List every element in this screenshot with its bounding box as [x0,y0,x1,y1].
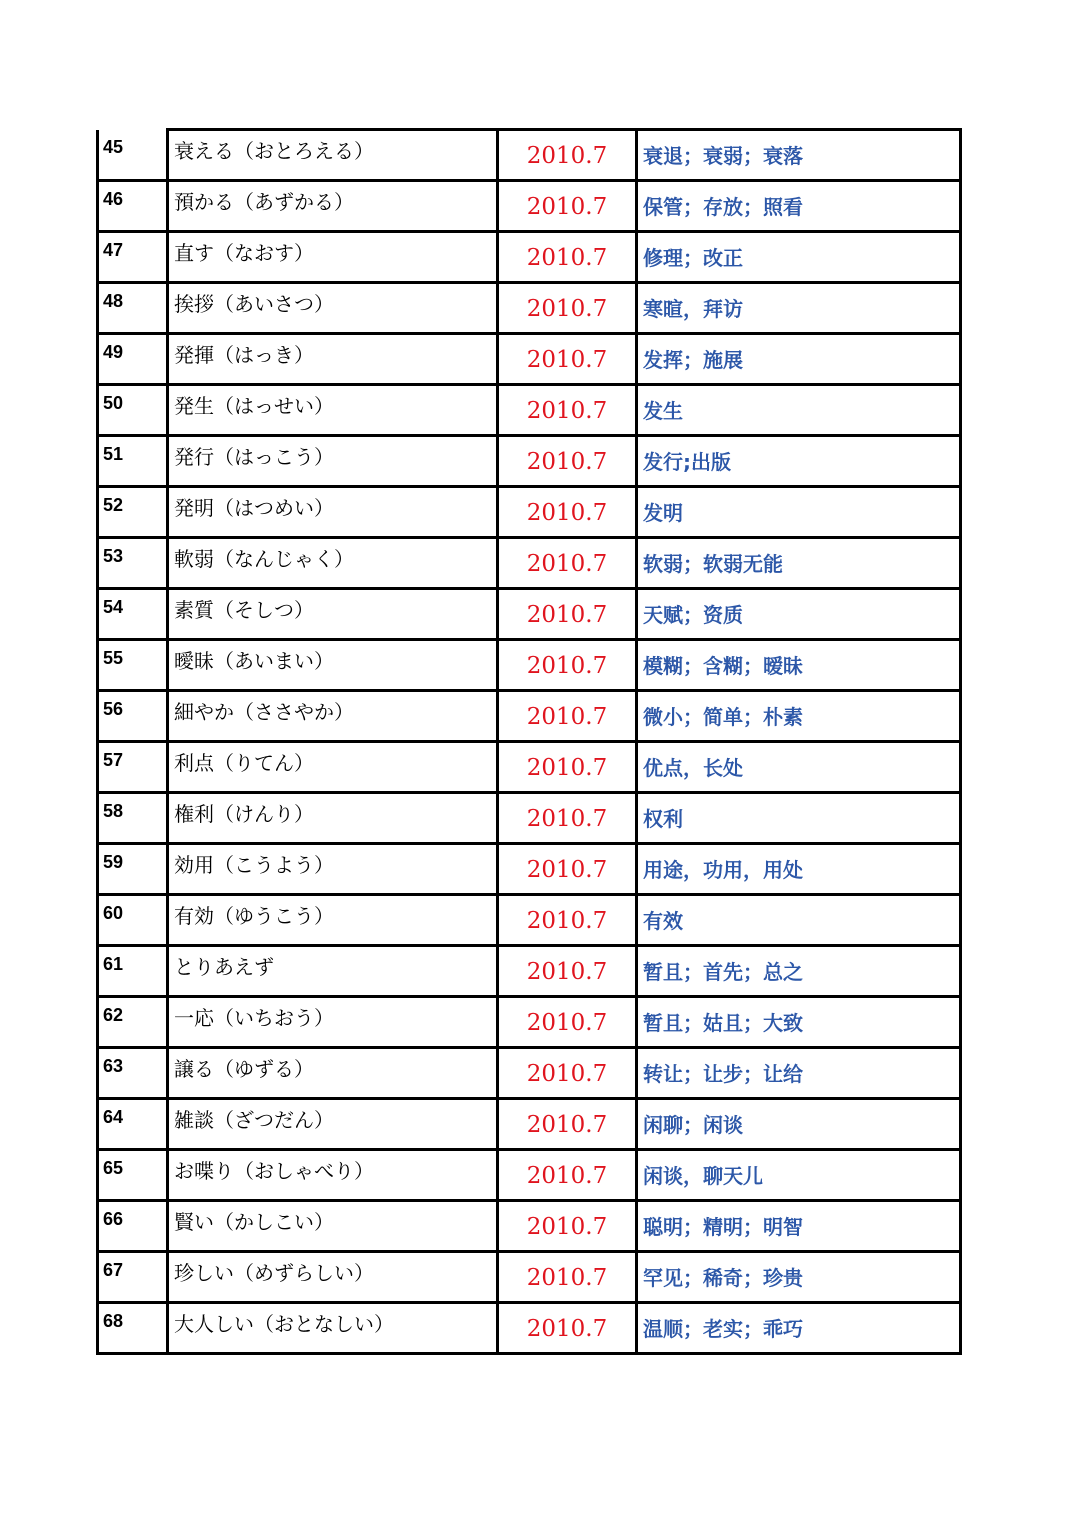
date-cell: 2010.7 [498,742,637,793]
japanese-word: 利点（りてん） [168,742,498,793]
date-cell: 2010.7 [498,1303,637,1354]
row-number: 50 [98,385,168,436]
date-cell: 2010.7 [498,844,637,895]
chinese-meaning: 罕见；稀奇；珍贵 [637,1252,961,1303]
row-number: 55 [98,640,168,691]
row-number: 59 [98,844,168,895]
japanese-word: 発行（はっこう） [168,436,498,487]
row-number: 58 [98,793,168,844]
chinese-meaning: 修理；改正 [637,232,961,283]
row-number: 56 [98,691,168,742]
date-cell: 2010.7 [498,283,637,334]
japanese-word: 発揮（はっき） [168,334,498,385]
japanese-word: 効用（こうよう） [168,844,498,895]
chinese-meaning: 发行;出版 [637,436,961,487]
table-row [98,538,961,589]
chinese-meaning: 寒暄，拜访 [637,283,961,334]
table-row [98,1048,961,1099]
row-number: 67 [98,1252,168,1303]
japanese-word: とりあえず [168,946,498,997]
japanese-word: 発明（はつめい） [168,487,498,538]
japanese-word: 権利（けんり） [168,793,498,844]
row-number: 65 [98,1150,168,1201]
table-row [98,691,961,742]
japanese-word: 曖昧（あいまい） [168,640,498,691]
table-row [98,997,961,1048]
date-cell: 2010.7 [498,1099,637,1150]
table-row [98,1252,961,1303]
japanese-word: 雑談（ざつだん） [168,1099,498,1150]
row-number: 47 [98,232,168,283]
japanese-word: 細やか（ささやか） [168,691,498,742]
date-cell: 2010.7 [498,946,637,997]
table-row [98,946,961,997]
row-number: 52 [98,487,168,538]
table-row [98,793,961,844]
japanese-word: お喋り（おしゃべり） [168,1150,498,1201]
chinese-meaning: 保管；存放；照看 [637,181,961,232]
table-row [98,130,961,181]
date-cell: 2010.7 [498,385,637,436]
row-number: 57 [98,742,168,793]
table-row [98,334,961,385]
row-number: 54 [98,589,168,640]
date-cell: 2010.7 [498,436,637,487]
chinese-meaning: 优点，长处 [637,742,961,793]
table-row [98,589,961,640]
chinese-meaning: 权利 [637,793,961,844]
japanese-word: 衰える（おとろえる） [168,130,498,181]
chinese-meaning: 软弱；软弱无能 [637,538,961,589]
japanese-word: 一応（いちおう） [168,997,498,1048]
date-cell: 2010.7 [498,640,637,691]
table-row [98,232,961,283]
japanese-word: 挨拶（あいさつ） [168,283,498,334]
japanese-word: 軟弱（なんじゃく） [168,538,498,589]
japanese-word: 発生（はっせい） [168,385,498,436]
row-number: 49 [98,334,168,385]
date-cell: 2010.7 [498,487,637,538]
chinese-meaning: 闲谈，聊天儿 [637,1150,961,1201]
date-cell: 2010.7 [498,1201,637,1252]
japanese-word: 賢い（かしこい） [168,1201,498,1252]
chinese-meaning: 聪明；精明；明智 [637,1201,961,1252]
chinese-meaning: 转让；让步；让给 [637,1048,961,1099]
date-cell: 2010.7 [498,589,637,640]
table-row [98,1201,961,1252]
row-number: 63 [98,1048,168,1099]
chinese-meaning: 模糊；含糊；暧昧 [637,640,961,691]
date-cell: 2010.7 [498,130,637,181]
table-row [98,895,961,946]
chinese-meaning: 闲聊；闲谈 [637,1099,961,1150]
chinese-meaning: 有效 [637,895,961,946]
table-row [98,1303,961,1354]
table-row [98,181,961,232]
table-row [98,487,961,538]
vocabulary-table [96,128,962,1355]
row-number: 64 [98,1099,168,1150]
date-cell: 2010.7 [498,997,637,1048]
date-cell: 2010.7 [498,1048,637,1099]
date-cell: 2010.7 [498,1150,637,1201]
date-cell: 2010.7 [498,895,637,946]
chinese-meaning: 用途，功用，用处 [637,844,961,895]
vocabulary-table-body [98,130,961,1354]
row-number: 48 [98,283,168,334]
date-cell: 2010.7 [498,181,637,232]
japanese-word: 珍しい（めずらしい） [168,1252,498,1303]
table-row [98,385,961,436]
table-row [98,436,961,487]
chinese-meaning: 发明 [637,487,961,538]
date-cell: 2010.7 [498,232,637,283]
japanese-word: 譲る（ゆずる） [168,1048,498,1099]
chinese-meaning: 发生 [637,385,961,436]
row-number: 68 [98,1303,168,1354]
date-cell: 2010.7 [498,334,637,385]
row-number: 45 [98,130,168,181]
table-row [98,1150,961,1201]
japanese-word: 預かる（あずかる） [168,181,498,232]
row-number: 61 [98,946,168,997]
chinese-meaning: 发挥；施展 [637,334,961,385]
japanese-word: 有効（ゆうこう） [168,895,498,946]
row-number: 46 [98,181,168,232]
chinese-meaning: 微小；简单；朴素 [637,691,961,742]
chinese-meaning: 温顺；老实；乖巧 [637,1303,961,1354]
chinese-meaning: 天赋；资质 [637,589,961,640]
table-row [98,742,961,793]
japanese-word: 大人しい（おとなしい） [168,1303,498,1354]
row-number: 60 [98,895,168,946]
table-row [98,844,961,895]
chinese-meaning: 暂且；首先；总之 [637,946,961,997]
chinese-meaning: 衰退；衰弱；衰落 [637,130,961,181]
japanese-word: 素質（そしつ） [168,589,498,640]
japanese-word: 直す（なおす） [168,232,498,283]
row-number: 51 [98,436,168,487]
chinese-meaning: 暂且；姑且；大致 [637,997,961,1048]
date-cell: 2010.7 [498,691,637,742]
table-row [98,283,961,334]
date-cell: 2010.7 [498,793,637,844]
row-number: 62 [98,997,168,1048]
row-number: 53 [98,538,168,589]
table-row [98,640,961,691]
date-cell: 2010.7 [498,538,637,589]
table-row [98,1099,961,1150]
row-number: 66 [98,1201,168,1252]
date-cell: 2010.7 [498,1252,637,1303]
